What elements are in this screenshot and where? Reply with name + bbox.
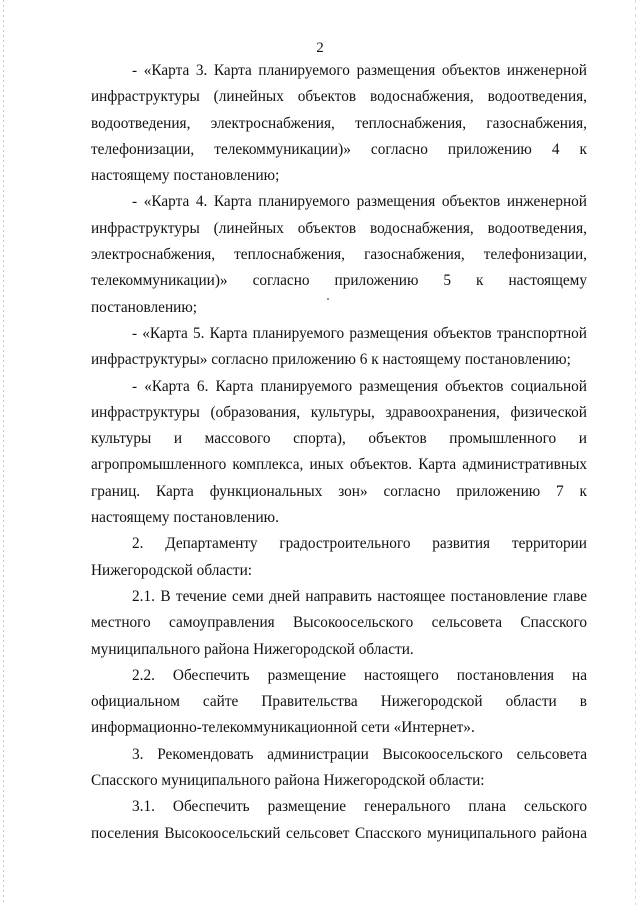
- text-line: телекоммуникации)» согласно приложению 5 к настоящему: [91, 272, 587, 290]
- paragraph-item-2-2: [91, 663, 587, 742]
- text-line: инфраструктуры» согласно приложению 6 к настоящему постановлению;: [91, 351, 571, 369]
- text-line: постановлению;: [91, 298, 197, 316]
- paragraph-item-3: [91, 742, 587, 795]
- text-line: инфраструктуры (линейных объектов водоснабжения, водоотведения,: [91, 88, 587, 106]
- text-line: 2. Департаменту градостроительного развития территории: [132, 535, 587, 553]
- paragraph-map-4: [91, 189, 587, 320]
- text-line: 3.1. Обеспечить размещение генерального плана сельского: [132, 798, 587, 816]
- paragraph-item-2: [91, 531, 587, 584]
- text-line: - «Карта 5. Карта планируемого размещения объектов транспортной: [132, 324, 587, 342]
- text-line: муниципального района Нижегородской области.: [91, 640, 414, 658]
- paragraph-map-6: [91, 374, 587, 532]
- document-body: [91, 58, 587, 847]
- text-line: инфраструктуры (образования, культуры, здравоохранения, физической: [91, 403, 587, 421]
- text-line: настоящему постановлению;: [91, 167, 280, 185]
- paragraph-map-3: [91, 58, 587, 189]
- paragraph-item-2-1: [91, 584, 587, 663]
- text-line: - «Карта 4. Карта планируемого размещения объектов инженерной: [132, 193, 587, 211]
- text-line: границ. Карта функциональных зон» согласно приложению 7 к: [91, 482, 587, 500]
- text-line: электроснабжения, теплоснабжения, газоснабжения, телефонизации,: [91, 246, 587, 264]
- text-line: агропромышленного комплекса, иных объектов. Карта административных: [91, 456, 587, 474]
- text-line: 2.2. Обеспечить размещение настоящего постановления на: [132, 666, 587, 684]
- text-line: водоотведения, электроснабжения, теплоснабжения, газоснабжения,: [91, 114, 587, 132]
- text-line: культуры и массового спорта), объектов промышленного и: [91, 430, 587, 448]
- text-line: - «Карта 6. Карта планируемого размещения объектов социальной: [132, 377, 587, 395]
- text-line: 2.1. В течение семи дней направить настоящее постановление главе: [132, 587, 587, 605]
- scan-edge-left: [3, 0, 4, 905]
- text-line: информационно-телекоммуникационной сети «Интернет».: [91, 719, 475, 737]
- text-line: настоящему постановлению.: [91, 509, 279, 527]
- text-line: Спасского муниципального района Нижегородской области:: [91, 772, 485, 790]
- paragraph-item-3-1: [91, 794, 587, 847]
- page-number: 2: [316, 40, 324, 56]
- text-line: телефонизации, телекоммуникации)» согласно приложению 4 к: [91, 140, 587, 158]
- scan-edge-right: [635, 0, 636, 905]
- text-line: местного самоуправления Высокоосельского сельсовета Спасского: [91, 614, 587, 632]
- text-line: инфраструктуры (линейных объектов водоснабжения, водоотведения,: [91, 219, 587, 237]
- text-line: Нижегородской области:: [91, 561, 253, 579]
- paragraph-map-5: [91, 321, 587, 374]
- text-line: официальном сайте Правительства Нижегородской области в: [91, 693, 587, 711]
- text-line: - «Карта 3. Карта планируемого размещения объектов инженерной: [132, 62, 587, 79]
- text-line: 3. Рекомендовать администрации Высокоосельского сельсовета: [132, 745, 587, 763]
- text-line: поселения Высокоосельский сельсовет Спасского муниципального района: [91, 824, 587, 842]
